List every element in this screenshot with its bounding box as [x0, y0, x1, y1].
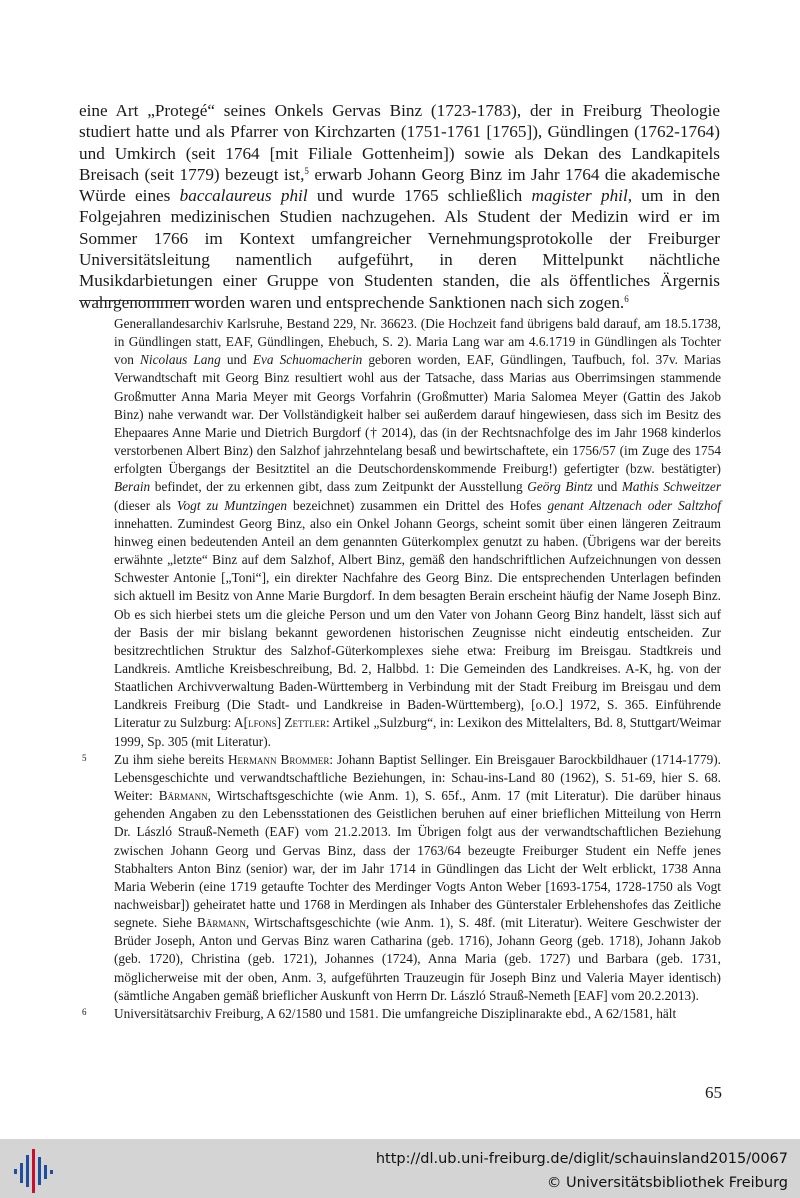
footnote — [79, 1005, 721, 1023]
italic-text: Eva Schuomacherin — [252, 352, 363, 368]
footnote — [79, 751, 721, 1005]
text-run: Generallandesarchiv Karlsruhe, Bestand 229, Nr. 36623. (Die Hochzeit fand übrigens bald darauf, am 18.5.1738, in Gündlingen statt, EAF, Gündlingen, Ehebuch, S. 2). Maria Lang war am 4.6.1719 in Gündlingen als Tochter von — [114, 316, 721, 368]
footer-copyright: © Universitätsbibliothek Freiburg — [546, 1175, 788, 1191]
footnote-reference: 5 — [304, 165, 309, 176]
italic-text: Mathis Schweitzer — [621, 479, 721, 495]
text-run: , um in den Folgejahren medizinischen Studien nachzugehen. Als Student der Medizin wird er im Sommer 1766 im Kontext umfangreicher Vernehmungsprotokolle der Freiburger Universitätsleitung namentlich aufgeführt, in deren Mittelpunkt nächtliche Musikdarbietungen einer Gruppe von Studenten standen, die als öffentliches Ärgernis wahrgenommen worden waren und entsprechende Sanktionen nach sich zogen. — [79, 186, 720, 312]
italic-text: Geörg Bintz — [527, 479, 593, 495]
italic-text: Vogt zu Muntzingen — [176, 497, 288, 513]
text-run: befindet, der zu erkennen gibt, dass zum Zeitpunkt der Ausstellung — [150, 479, 528, 495]
text-run: , Wirtschaftsgeschichte (wie Anm. 1), S. 65f., Anm. 17 (mit Literatur). Die darüber hinaus gehenden Angaben zu den Lebensstationen des Geistlichen beruhen auf einer brieflichen Mitteilung von Herrn Dr. László Strauß-Nemeth (EAF) vom 21.2.2013. Im Übrigen folgt aus der verwandtschaftlichen Beziehung zwischen Johann Georg und Gervas Binz, dass der 1763/64 bezeugte Freiburger Student ein Neffe jenes Stabhalters Anton Binz (senior) war, der im Jahr 1714 in Gündlingen das Licht der Welt erblickt, 1738 Anna Maria Weberin (eine 1719 getaufte Tochter des Merdinger Vogts Anton Weber [1693-1754, 1728-1750 als Vogt nachweisbar]) geheiratet hatte und 1768 in Merdingen als Inhaber des Günterstaler Erblehenshofes das Zeitliche segnete. Siehe — [114, 788, 722, 931]
footnote — [79, 315, 721, 751]
author-name: Bärmann — [158, 788, 208, 804]
text-run: und — [592, 479, 622, 495]
italic-text: Berain — [114, 479, 151, 495]
page-number: 65 — [705, 1083, 722, 1102]
author-name: Bärmann — [196, 915, 246, 931]
text-run: eine Art „Protegé“ seines Onkels Gervas Binz (1723-1783), der in Freiburg Theologie studiert hatte und als Pfarrer von Kirchzarten (1751-1761 [1765]), Gündlingen (1762-1764) und Umkirch (seit 1764 [mit Filiale Gottenheim]) sowie als Dekan des Landkapitels Breisach (seit 1779) bezeugt ist, — [79, 101, 720, 184]
text-run: : Artikel „Sulzburg“, in: Lexikon des Mittelalters, Bd. 8, Stuttgart/Weimar 1999, Sp. 305 (mit Literatur). — [114, 715, 721, 749]
footer-bar — [0, 1139, 800, 1198]
text-run: und wurde 1765 schließlich — [307, 186, 532, 206]
italic-text: genant Altzenach oder Saltzhof — [547, 497, 721, 513]
footnote-reference: 6 — [624, 293, 629, 304]
footnote-number: 6 — [82, 1006, 87, 1017]
italic-text: baccalaureus phil — [179, 186, 308, 206]
text-run: : Johann Baptist Sellinger. Ein Breisgauer Barockbildhauer (1714-1779). Lebensgeschichte und verwandtschaftliche Beziehungen, in: Schau-ins-Land 80 (1962), S. 51-69, hier S. 68. Weiter: — [114, 751, 721, 804]
text-run: geboren worden, EAF, Gündlingen, Taufbuch, fol. 37v. Marias Verwandtschaft mit Georg Binz resultiert wohl aus der Tatsache, dass Marias aus Oberrimsingen stammende Großmutter Anna Maria Meyer mit Georgs Vorfahrin (Großmutter) Maria Salomea Meyer (Gattin des Jakob Binz) nahe verwandt war. Der Vollständigkeit halber sei außerdem darauf hingewiesen, dass sich im Besitz des Ehepaares Anne Marie und Dietrich Burgdorf († 2014), das (in der Rechtsnachfolge des im Jahr 1968 kinderlos verstorbenen Albert Binz) den Salzhof jahrzehntelang besaß und bewirtschaftete, ein 1756/57 (im Zuge des 1754 erfolgten Übergangs der Besitztitel an die Deutschordenskommende Freiburg!) gefertigter (bzw. bestätigter) — [114, 352, 721, 477]
footnotes — [79, 315, 721, 1023]
footer-url-link[interactable]: http://dl.ub.uni-freiburg.de/diglit/schauinsland2015/0067 — [375, 1151, 788, 1167]
text-run: bezeichnet) zusammen ein Drittel des Hofes — [287, 497, 548, 513]
main-paragraph — [79, 100, 720, 313]
italic-text: magister phil — [531, 186, 628, 206]
footnote-separator — [79, 300, 213, 301]
text-run: , Wirtschaftsgeschichte (wie Anm. 1), S. 48f. (mit Literatur). Weitere Geschwister der Brüder Joseph, Anton und Gervas Binz waren Catharina (geb. 1716), Johann Georg (geb. 1718), Johann Jakob (geb. 1720), Christina (geb. 1721), Johannes (1724), Anna Maria (geb. 1727) und Barbara (geb. 1731, möglicherweise mit der oben, Anm. 3, aufgeführten Trauzeugin für Joseph Binz und Valeria Mayer identisch) (sämtliche Angaben gemäß brieflicher Auskunft von Herrn Dr. László Strauß-Nemeth [EAF] vom 20.2.2013). — [114, 915, 721, 1003]
text-run: (dieser als — [114, 497, 177, 513]
author-name: [lfons] Zettler — [243, 715, 327, 731]
text-run: erwarb Johann Georg Binz im Jahr 1764 die akademische Würde eines — [79, 164, 720, 206]
author-name: Hermann Brommer — [227, 751, 330, 767]
text-run: innehatten. Zumindest Georg Binz, also ein Onkel Johann Georgs, scheint somit über einen längeren Zeitraum hinweg einen bedeutenden Anteil an dem genannten Güterkomplex genutzt zu haben. (Übrigens war der bereits erwähnte „letzte“ Binz auf dem Salzhof, Albert Binz, gemäß den handschriftlichen Aufzeichnungen von dessen Schwester Antonie [„Toni“], ein direkter Nachfahre des Georg Binz. Die entsprechenden Unterlagen befinden sich aktuell im Besitz von Anne Marie Burgdorf. In dem besagten Berain erscheint häufig der Name Joseph Binz. Ob es sich hierbei stets um die gleiche Person und um den Vater von Johann Georg Binz handelt, lässt sich auf der Basis der mir bislang bekannt gewordenen historischen Zeugnisse nicht eindeutig entscheiden. Zur besitzrechtlichen Struktur des Salzhof-Güterkomplexes siehe etwa: Freiburg im Breisgau. Stadtkreis und Landkreis. Amtliche Kreisbeschreibung, Bd. 2, Halbbd. 1: Die Gemeinden des Landkreises. A-K, hg. von der Staatlichen Archivverwaltung Baden-Württemberg in Verbindung mit der Stadt Freiburg im Breisgau und dem Landkreis Freiburg (Die Stadt- und Landkreise in Baden-Württemberg), [o.O.] 1972, S. 365. Einführende Literatur zu Sulzburg: A — [114, 515, 721, 731]
ub-freiburg-logo-icon[interactable] — [12, 1149, 54, 1193]
text-run: und — [220, 352, 253, 368]
italic-text: Nicolaus Lang — [140, 352, 221, 368]
text-run: Universitätsarchiv Freiburg, A 62/1580 und 1581. Die umfangreiche Disziplinarakte ebd., A 62/1581, hält — [114, 1005, 677, 1021]
footnote-number: 5 — [82, 752, 87, 763]
text-run: Zu ihm siehe bereits — [114, 751, 228, 767]
